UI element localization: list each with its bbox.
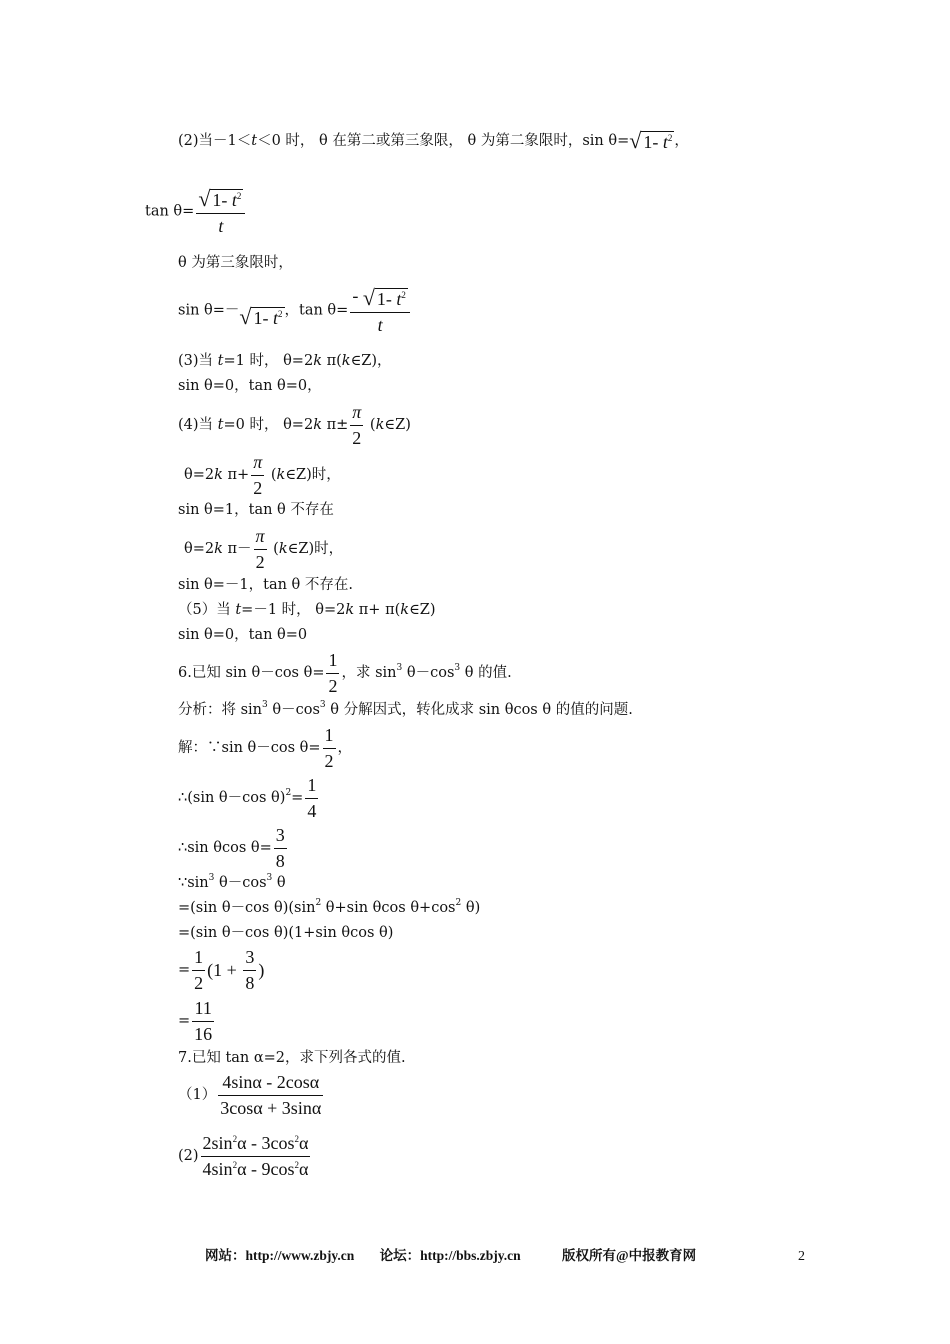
text: （5）当 bbox=[178, 602, 236, 618]
footer bbox=[205, 1249, 696, 1263]
sqrt-expression: √ 1- $t^2$ bbox=[629, 128, 673, 153]
text: θ 的值. bbox=[460, 664, 512, 681]
text: 1 bbox=[326, 650, 339, 674]
text: π+ π( bbox=[354, 602, 401, 618]
superscript: 2 bbox=[294, 1134, 299, 1144]
text: (4)当 bbox=[178, 416, 218, 433]
text-line bbox=[178, 700, 633, 718]
text: k bbox=[278, 540, 288, 557]
fraction bbox=[218, 1072, 323, 1118]
text: - bbox=[352, 285, 363, 306]
sqrt-expression: √ 1- $t^2$ bbox=[239, 303, 283, 329]
fraction bbox=[251, 452, 264, 498]
fraction bbox=[326, 650, 339, 696]
text: k bbox=[313, 353, 322, 369]
fraction bbox=[350, 285, 410, 336]
superscript: 2 bbox=[315, 898, 322, 908]
superscript: 3 bbox=[208, 873, 215, 883]
text: k bbox=[400, 602, 410, 618]
text: k bbox=[276, 466, 286, 483]
text: π bbox=[350, 402, 363, 426]
text: t bbox=[235, 602, 242, 618]
text: π－ bbox=[222, 540, 252, 557]
text: 2sin bbox=[202, 1133, 233, 1153]
text-line bbox=[178, 725, 352, 771]
text: t bbox=[217, 416, 224, 433]
footer-copyright: 版权所有@中报教育网 bbox=[562, 1248, 697, 1263]
text: π± bbox=[321, 416, 349, 433]
text: 1 bbox=[305, 775, 318, 799]
footer-forum: 论坛：http://bbs.zbjy.cn bbox=[379, 1248, 521, 1263]
text: 1- bbox=[376, 289, 397, 309]
superscript: 3 bbox=[396, 662, 403, 673]
superscript: 2 bbox=[232, 1159, 238, 1170]
text: π+ bbox=[222, 466, 250, 483]
text-line bbox=[178, 354, 392, 369]
superscript: 2 bbox=[285, 787, 292, 798]
text-line: θ 为第三象限时， bbox=[178, 255, 293, 271]
superscript: 3 bbox=[266, 873, 273, 883]
text: 8 bbox=[275, 850, 285, 871]
text: = bbox=[178, 1012, 191, 1029]
text: ∈Z) bbox=[384, 416, 411, 433]
text: =－1 时， θ=2 bbox=[241, 602, 346, 618]
superscript: 3 bbox=[454, 662, 461, 673]
text: =1 时， θ=2 bbox=[223, 353, 314, 369]
fraction bbox=[305, 775, 318, 821]
text-line: sin θ=1，tan θ 不存在 bbox=[178, 502, 334, 518]
text-line bbox=[178, 873, 286, 891]
text: 2 bbox=[328, 675, 338, 696]
text: θ bbox=[272, 875, 286, 891]
text: 4sinα - 2cosα bbox=[218, 1072, 323, 1096]
text: =(sin θ－cos θ)(sin bbox=[178, 900, 316, 916]
text: ( bbox=[266, 466, 277, 483]
text: ∴(sin θ－cos θ) bbox=[178, 789, 286, 806]
text: α bbox=[298, 1133, 309, 1153]
superscript: 2 bbox=[294, 1159, 299, 1170]
text: α - 3cos bbox=[237, 1133, 295, 1153]
superscript: 2 bbox=[232, 1134, 238, 1144]
text: (2) bbox=[178, 1147, 199, 1164]
text: θ=2 bbox=[184, 466, 215, 483]
fraction bbox=[274, 825, 287, 871]
text: 4sin bbox=[202, 1158, 233, 1179]
text: 6.已知 sin θ－cos θ= bbox=[178, 664, 325, 681]
text: (1 + bbox=[207, 960, 242, 981]
text-line bbox=[184, 526, 343, 572]
text-line: =(sin θ－cos θ)(1+sin θcos θ) bbox=[178, 925, 394, 941]
text: 16 bbox=[194, 1023, 213, 1044]
footer-site: 网站：http://www.zbjy.cn bbox=[205, 1248, 355, 1263]
text: t bbox=[218, 216, 224, 237]
text: 分析：将 sin bbox=[178, 702, 263, 718]
text-line bbox=[178, 1133, 312, 1179]
text: 1- bbox=[643, 132, 663, 152]
text: 解：∵sin θ－cos θ= bbox=[178, 739, 321, 756]
text: 2 bbox=[324, 750, 334, 771]
text: 3 bbox=[243, 947, 256, 971]
text: π( bbox=[321, 353, 342, 369]
text: ∈Z)时， bbox=[285, 466, 341, 483]
text-line bbox=[178, 130, 689, 152]
text: ∈Z)时， bbox=[287, 540, 344, 557]
text: θ) bbox=[461, 900, 481, 916]
text: t bbox=[662, 132, 668, 152]
text: 1 bbox=[192, 947, 205, 971]
fraction bbox=[192, 998, 214, 1044]
text: 1- bbox=[253, 307, 273, 328]
text: ∵sin bbox=[178, 875, 209, 891]
text: ， bbox=[337, 739, 353, 756]
text: ∈Z) bbox=[409, 602, 436, 618]
text: θ+sin θcos θ+cos bbox=[321, 900, 456, 916]
text: 1 bbox=[323, 725, 336, 749]
sqrt-expression: √ 1- $t^2$ bbox=[362, 285, 406, 310]
text-line bbox=[145, 186, 247, 237]
text-line: sin θ=0，tan θ=0 bbox=[178, 627, 308, 643]
fraction bbox=[350, 402, 363, 448]
text: k bbox=[214, 540, 223, 557]
text: ＜0 时， θ 在第二或第三象限， θ 为第二象限时，sin θ= bbox=[257, 133, 630, 149]
fraction bbox=[323, 725, 336, 771]
fraction bbox=[254, 526, 267, 572]
superscript: 2 bbox=[236, 191, 242, 201]
superscript: 2 bbox=[667, 133, 673, 143]
text: 11 bbox=[192, 998, 214, 1022]
text: k bbox=[345, 602, 355, 618]
fraction bbox=[196, 186, 245, 237]
text: sin θ=－ bbox=[178, 302, 240, 319]
text: θ－cos bbox=[402, 664, 455, 681]
text: ，求 sin bbox=[341, 664, 397, 681]
text: （1） bbox=[178, 1086, 217, 1103]
text: = bbox=[291, 789, 304, 806]
text: θ 分解因式，转化成求 sin θcos θ 的值的问题. bbox=[325, 702, 633, 718]
text-line bbox=[178, 650, 512, 696]
superscript: 2 bbox=[455, 898, 462, 908]
text-line bbox=[184, 452, 341, 498]
text: α bbox=[298, 1158, 309, 1179]
text: θ－cos bbox=[267, 702, 320, 718]
text: k bbox=[214, 466, 223, 483]
text: α - 9cos bbox=[237, 1158, 295, 1179]
text-line bbox=[178, 603, 436, 618]
text: = bbox=[178, 961, 191, 978]
text: 3cosα + 3sinα bbox=[220, 1097, 322, 1118]
superscript: 3 bbox=[262, 700, 268, 710]
text-line bbox=[178, 898, 481, 916]
text: ( bbox=[268, 540, 279, 557]
text: k bbox=[313, 416, 322, 433]
text: (2)当－1＜ bbox=[178, 133, 252, 149]
text: ∴sin θcos θ= bbox=[178, 839, 272, 856]
text: θ－cos bbox=[214, 875, 267, 891]
text-line bbox=[178, 402, 411, 448]
text-line bbox=[178, 775, 320, 821]
text: 2 bbox=[253, 477, 263, 498]
text: t bbox=[231, 190, 237, 210]
text: 2 bbox=[194, 972, 204, 993]
text-line bbox=[178, 825, 289, 871]
text: 2 bbox=[352, 427, 362, 448]
sqrt-expression: √ 1- $t^2$ bbox=[198, 186, 242, 211]
fraction bbox=[201, 1133, 311, 1179]
text: π bbox=[251, 452, 264, 476]
text: π bbox=[254, 526, 267, 550]
text: =0 时， θ=2 bbox=[223, 416, 314, 433]
text-line bbox=[178, 285, 412, 336]
text-line: 7.已知 tan α=2，求下列各式的值. bbox=[178, 1050, 406, 1066]
text: t bbox=[251, 133, 258, 149]
superscript: 2 bbox=[401, 290, 406, 300]
text-line bbox=[178, 998, 216, 1044]
text-line bbox=[178, 947, 264, 993]
superscript: 3 bbox=[319, 700, 326, 710]
fraction bbox=[192, 947, 205, 993]
text-line: sin θ=0，tan θ=0， bbox=[178, 378, 322, 394]
text: 1- bbox=[212, 190, 232, 210]
text: 2 bbox=[255, 551, 265, 572]
text: 3 bbox=[274, 825, 287, 849]
text: 4 bbox=[307, 800, 317, 821]
text: 8 bbox=[245, 972, 255, 993]
fraction bbox=[243, 947, 256, 993]
text: ，tan θ= bbox=[284, 302, 349, 319]
text: ( bbox=[365, 416, 376, 433]
text: tan θ= bbox=[145, 203, 195, 220]
text: t bbox=[217, 353, 224, 369]
page-number: 2 bbox=[798, 1249, 805, 1264]
text: ∈Z)， bbox=[350, 353, 392, 369]
text: t bbox=[396, 289, 402, 309]
text: k bbox=[375, 416, 385, 433]
text-line: sin θ=－1，tan θ 不存在. bbox=[178, 577, 353, 593]
text: ， bbox=[674, 133, 689, 149]
text: ) bbox=[258, 960, 265, 981]
superscript: 2 bbox=[278, 308, 283, 319]
text: t bbox=[377, 315, 383, 336]
text: t bbox=[272, 307, 278, 328]
text: (3)当 bbox=[178, 353, 218, 369]
text-line bbox=[178, 1072, 325, 1118]
text: θ=2 bbox=[184, 540, 215, 557]
text: k bbox=[341, 353, 351, 369]
